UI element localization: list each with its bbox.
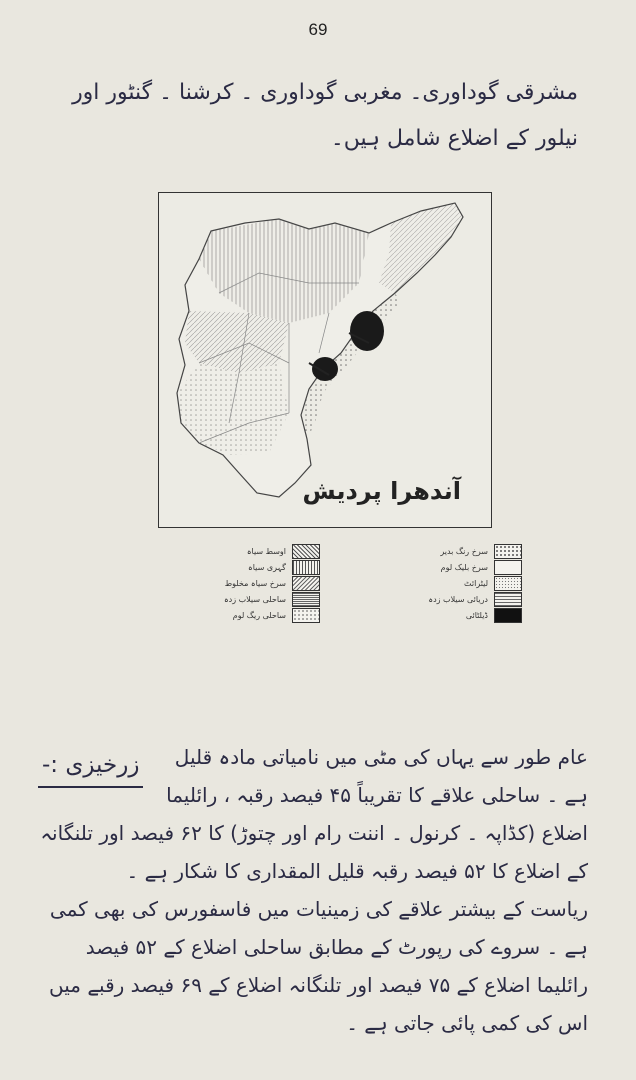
legend-label: گہری سیاہ <box>248 562 286 572</box>
legend-swatch <box>292 592 320 607</box>
legend-label: اوسط سیاہ <box>246 546 286 556</box>
legend-swatch <box>494 592 522 607</box>
legend-item <box>220 575 320 591</box>
legend-swatch <box>494 560 522 575</box>
fertility-section <box>38 738 588 1042</box>
legend-item <box>412 543 522 559</box>
godavari-delta <box>350 311 384 351</box>
legend-label: سرخ رنگ بدیر <box>440 546 488 556</box>
legend-item <box>220 543 320 559</box>
legend-label: لیٹرائٹ <box>464 578 488 588</box>
legend-swatch <box>494 544 522 559</box>
soil-map-figure <box>158 192 492 528</box>
fertility-paragraph-1: عام طور سے یہاں کی مٹی میں نامیاتی مادہ قلیل ہے ۔ ساحلی علاقے کا تقریباً ۴۵ فیصد رقبہ ، رائلیما اضلاع (کڈاپہ ۔ کرنول ۔ اننت رام اور چتوڑ) کا ۶۲ فیصد اور تلنگانہ کے اضلاع کا ۵۲ فیصد رقبہ قلیل المقداری کا شکار ہے ۔ <box>40 745 588 883</box>
legend-item <box>412 559 522 575</box>
legend-swatch <box>292 608 320 623</box>
fertility-heading: زرخیزی :- <box>38 746 143 788</box>
legend-label: سرخ سیاہ مخلوط <box>224 578 286 588</box>
intro-paragraph: مشرقی گوداوری۔ مغربی گوداوری ۔ کرشنا ۔ گنٹور اور نیلور کے اضلاع شامل ہیں۔ <box>72 80 578 151</box>
legend-right <box>412 543 522 623</box>
legend-swatch <box>494 608 522 623</box>
legend-label: سرخ بلیک لوم <box>440 562 488 572</box>
page-number: 69 <box>308 20 328 39</box>
legend-item <box>220 559 320 575</box>
legend-swatch <box>292 560 320 575</box>
legend-label: ساحلی ریگ لوم <box>232 610 286 620</box>
map-title: آندھرا پردیش <box>302 477 461 505</box>
fertility-paragraph-2: ریاست کے بیشتر علاقے کی زمینیات میں فاسفورس کی بھی کمی ہے ۔ سروے کی رپورٹ کے مطابق ساحلی اضلاع کے ۵۲ فیصد رائلیما اضلاع کے ۷۵ فیصد اور تلنگانہ اضلاع کے ۶۹ فیصد رقبے میں اس کی کمی پائی جاتی ہے ۔ <box>49 897 588 1035</box>
legend-item <box>412 607 522 623</box>
legend-swatch <box>494 576 522 591</box>
legend-item <box>412 591 522 607</box>
legend-left <box>220 543 320 623</box>
legend-label: دریائی سیلاب زدہ <box>428 594 488 604</box>
legend-item <box>412 575 522 591</box>
krishna-delta <box>312 357 338 381</box>
legend-item <box>220 591 320 607</box>
legend-swatch <box>292 544 320 559</box>
legend-swatch <box>292 576 320 591</box>
legend-label: ساحلی سیلاب زدہ <box>223 594 286 604</box>
legend-label: ڈیلٹائی <box>465 610 488 620</box>
legend-item <box>220 607 320 623</box>
